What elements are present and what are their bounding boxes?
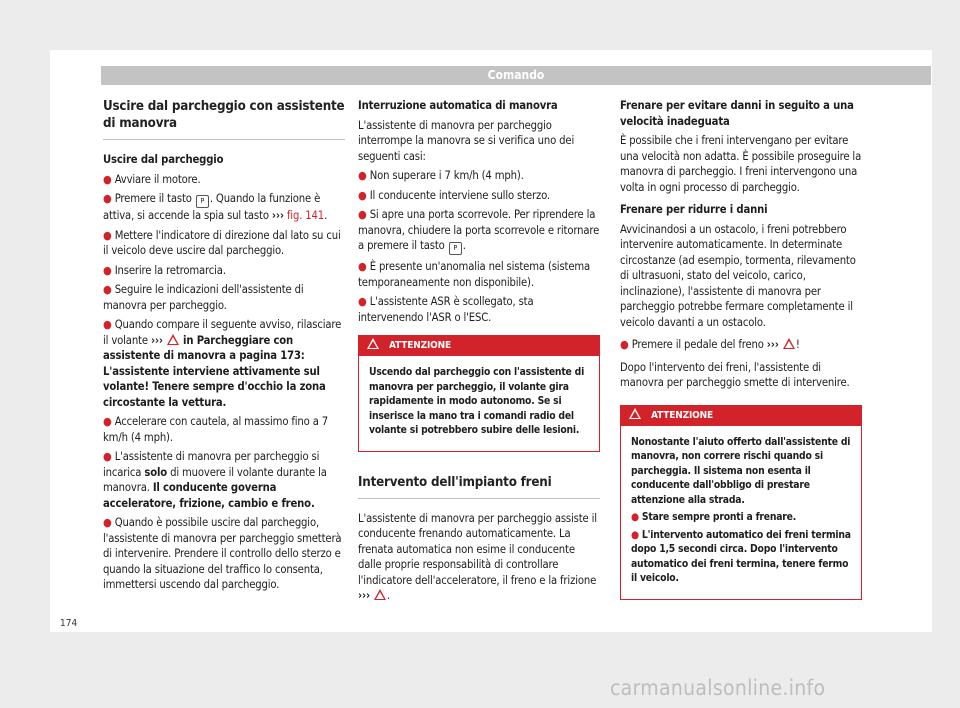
bullet-icon: ●	[358, 188, 367, 202]
bullet-icon: ●	[103, 283, 112, 296]
list-item: ● Quando compare il seguente avviso, rilasciare il volante ››› in Parcheggiare con assistente di manovra a pagina 173: L'assistente interviene attivamente sul volante! Tenere sempre d'occhio la zona circostante la vettura.	[103, 318, 342, 409]
paragraph: L'assistente di manovra per parcheggio assiste il conducente frenando automaticamente. La frenata automatica non esime il conducente dalle proprie responsabilità di controllare l'indicatore dell'acceleratore, il freno e la frizione ››› .	[358, 511, 597, 602]
section-title-brakes: Intervento dell'impianto freni	[358, 474, 600, 499]
parking-button-icon: P	[196, 195, 209, 208]
bullet-icon: ●	[103, 192, 112, 205]
list-item: ● Mettere l'indicatore di direzione dal lato su cui il veicolo deve uscire dal parcheggio.	[103, 228, 341, 257]
warning-header: ATTENZIONE	[359, 336, 599, 356]
list-item: ● Avviare il motore.	[103, 172, 201, 186]
section-title-exit-parking: Uscire dal parcheggio con assistente di manovra	[103, 98, 345, 140]
warning-triangle-icon	[374, 589, 386, 600]
list-item: ● Premere il pedale del freno ››› !	[620, 338, 800, 351]
paragraph: Avvicinandosi a un ostacolo, i freni potrebbero intervenire automaticamente. In determinate circostanze (ad esempio, tormenta, rilevamento di ultrasuoni, stato del veicolo, carico, inclinazione), l'assistente di manovra per parcheggio potrebbe fermare completamente il veicolo davanti a un ostacolo.	[620, 222, 856, 329]
warning-triangle-icon	[629, 408, 641, 419]
cross-reference-arrow: ›››	[271, 209, 284, 222]
list-item: ● Seguire le indicazioni dell'assistente di manovra per parcheggio.	[103, 283, 304, 312]
warning-box	[358, 335, 600, 452]
cross-reference-arrow: ›››	[150, 333, 163, 347]
subheading-speed-braking: Frenare per evitare danni in seguito a una velocità inadeguata	[620, 99, 854, 128]
paragraph: L'assistente di manovra per parcheggio interrompe la manovra se si verifica uno dei seguenti casi:	[358, 118, 575, 163]
bullet-icon: ●	[358, 295, 367, 308]
column-left	[103, 98, 345, 597]
list-item: ● Stare sempre pronti a frenare.	[631, 511, 797, 523]
subheading-auto-interrupt: Interruzione automatica di manovra	[358, 99, 558, 112]
bullet-icon: ●	[103, 228, 112, 242]
list-item: ● Quando è possibile uscire dal parcheggio, l'assistente di manovra per parcheggio smetterà di intervenire. Prendere il controllo dello sterzo e quando la situazione del traffico lo consenta, immettersi uscendo dal parcheggio.	[103, 516, 342, 591]
list-item: ● Inserire la retromarcia.	[103, 263, 226, 277]
column-right	[620, 98, 862, 612]
column-middle	[358, 98, 600, 608]
page-number: 174	[60, 618, 78, 629]
bullet-icon: ●	[103, 263, 112, 277]
warning-triangle-icon	[783, 338, 795, 349]
warning-triangle-icon	[167, 334, 179, 345]
bullet-icon: ●	[358, 169, 367, 182]
list-item: ● L'assistente ASR è scollegato, sta intervenendo l'ASR o l'ESC.	[358, 295, 534, 324]
warning-body: Uscendo dal parcheggio con l'assistente di manovra per parcheggio, il volante gira rapidamente in modo autonomo. Se si inserisce la mano tra i comandi radio del volante si potrebbero subire delle lesioni.	[369, 366, 585, 436]
subheading-damage-braking: Frenare per ridurre i danni	[620, 203, 768, 216]
list-item: ● Si apre una porta scorrevole. Per riprendere la manovra, chiudere la porta scorrevole e ritornare a premere il tasto P .	[358, 207, 600, 255]
bullet-icon: ●	[358, 208, 367, 221]
list-item: ● Premere il tasto P . Quando la funzione è attiva, si accende la spia sul tasto ››› fig. 141.	[103, 192, 328, 222]
parking-button-icon: P	[449, 242, 462, 255]
bullet-icon: ●	[103, 172, 112, 186]
watermark: carmanualsonline.info	[610, 676, 826, 700]
list-item: ● L'assistente di manovra per parcheggio si incarica solo di muovere il volante durante la manovra. Il conducente governa acceleratore, frizione, cambio e freno.	[103, 450, 327, 510]
warning-header: ATTENZIONE	[621, 406, 861, 426]
list-item: ● È presente un'anomalia nel sistema (sistema temporaneamente non disponibile).	[358, 260, 591, 289]
subheading-exit-parking: Uscire dal parcheggio	[103, 153, 224, 166]
bullet-icon: ●	[631, 528, 639, 541]
list-item: ● Accelerare con cautela, al massimo fino a 7 km/h (4 mph).	[103, 415, 329, 444]
warning-box	[620, 405, 862, 600]
cross-reference-arrow: ›››	[358, 589, 370, 602]
bullet-icon: ●	[103, 450, 112, 463]
list-item: ● L'intervento automatico dei freni termina dopo 1,5 secondi circa. Dopo l'intervento automatico dei freni termina, tenere fermo il veicolo.	[631, 528, 851, 584]
bullet-icon: ●	[103, 516, 112, 529]
bullet-icon: ●	[103, 415, 112, 428]
bullet-icon: ●	[620, 338, 629, 351]
page-reference-link[interactable]: in Parcheggiare con assistente di manovra a pagina 173:	[103, 333, 305, 362]
bullet-icon: ●	[103, 318, 112, 331]
paragraph: Dopo l'intervento dei freni, l'assistente di manovra per parcheggio smette di intervenire.	[620, 360, 850, 389]
cross-reference-arrow: ›››	[766, 338, 779, 351]
bullet-icon: ●	[631, 511, 639, 523]
list-item: ● Non superare i 7 km/h (4 mph).	[358, 169, 524, 182]
paragraph: È possibile che i freni intervengano per evitare una velocità non adatta. È possibile proseguire la manovra di parcheggio. I freni intervengono una volta in ogni processo di parcheggio.	[620, 134, 862, 194]
warning-triangle-icon	[367, 338, 379, 349]
warning-body: Nonostante l'aiuto offerto dall'assistente di manovra, non correre rischi quando si parcheggia. Il sistema non esenta il conducente dall'obbligo di prestare attenzione alla strada. ● Stare sempre pronti a frenare. ● L'intervento automatico dei freni termina dopo 1,5 secondi circa. Dopo l'intervento automatico dei freni termina, tenere fermo il veicolo.	[631, 435, 851, 584]
list-item: ● Il conducente interviene sullo sterzo.	[358, 188, 550, 202]
figure-link[interactable]: fig. 141	[286, 209, 325, 222]
bullet-icon: ●	[358, 260, 367, 273]
chapter-header: Comando	[101, 66, 931, 85]
